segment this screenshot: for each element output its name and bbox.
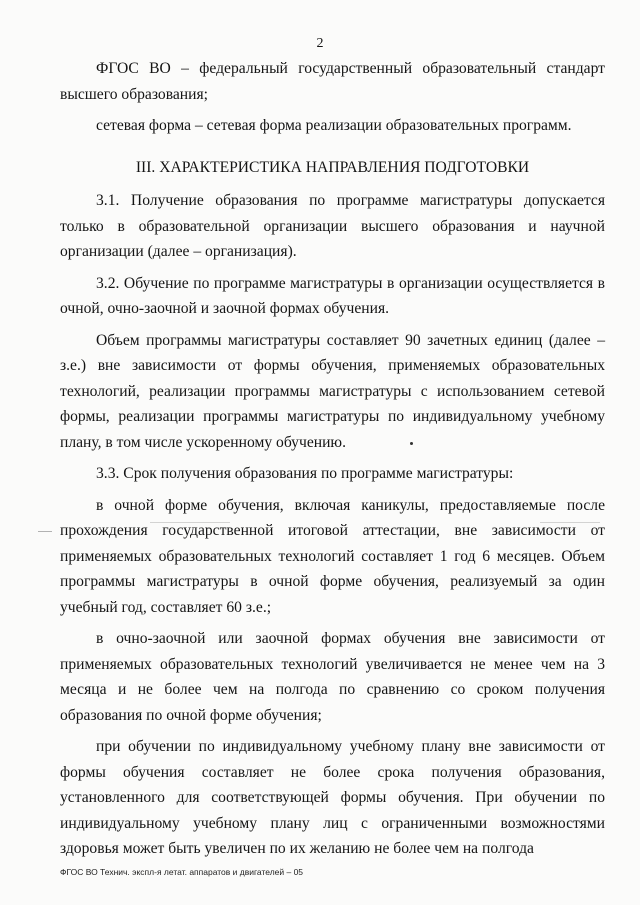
clause-3-3: 3.3. Срок получения образования по программе магистратуры: [96,465,514,482]
document-footer: ФГОС ВО Технич. экспл-я летат. аппаратов и двигателей – 05 [60,867,304,877]
scan-artifact-mid [150,522,230,523]
section-title: III. ХАРАКТЕРИСТИКА НАПРАВЛЕНИЯ ПОДГОТОВКИ [135,158,530,176]
page-number: 2 [316,36,324,51]
document-body [60,56,605,868]
part-time-term-paragraph: в очно-заочной или заочной формах обучения вне зависимости от применяемых образовательных технологий увеличивается не менее чем на 3 месяца и не более чем на полгода по сравнению со сроком получения образования по очной форме обучения; [60,630,605,724]
scan-artifact-right [540,522,600,523]
definition-network-form: сетевая форма – сетевая форма реализации образовательных программ. [96,117,572,134]
scan-artifact-dot [410,442,413,445]
clause-3-1: 3.1. Получение образования по программе магистратуры допускается только в образовательной организации высшего образования и научной организации (далее – организация). [60,192,605,260]
program-volume-paragraph: Объем программы магистратуры составляет 90 зачетных единиц (далее – з.е.) вне зависимости от формы обучения, применяемых образовательных технологий, реализации программы магистратуры с использованием сетевой формы, реализации программы магистратуры по индивидуальному учебному плану, в том числе ускоренному обучению. [60,331,605,451]
clause-3-2: 3.2. Обучение по программе магистратуры в организации осуществляется в очной, очно-заочной и заочной формах обучения. [60,274,605,317]
definition-fgos: ФГОС ВО – федеральный государственный образовательный стандарт высшего образования; [60,60,605,103]
scan-artifact-left [38,531,52,532]
individual-plan-paragraph: при обучении по индивидуальному учебному плану вне зависимости от формы обучения составляет не более срока получения образования, установленного для соответствующей формы обучения. При обучении по индивидуальному учебному плану лиц с ограниченными возможностями здоровья может быть увеличен по их желанию не более чем на полгода [60,738,605,857]
full-time-term-paragraph: в очной форме обучения, включая каникулы, предоставляемые после прохождения государственной итоговой аттестации, вне зависимости от применяемых образовательных технологий составляет 1 год 6 месяцев. Объем программы магистратуры в очной форме обучения, реализуемый за один учебный год, составляет 60 з.е.; [60,496,605,616]
